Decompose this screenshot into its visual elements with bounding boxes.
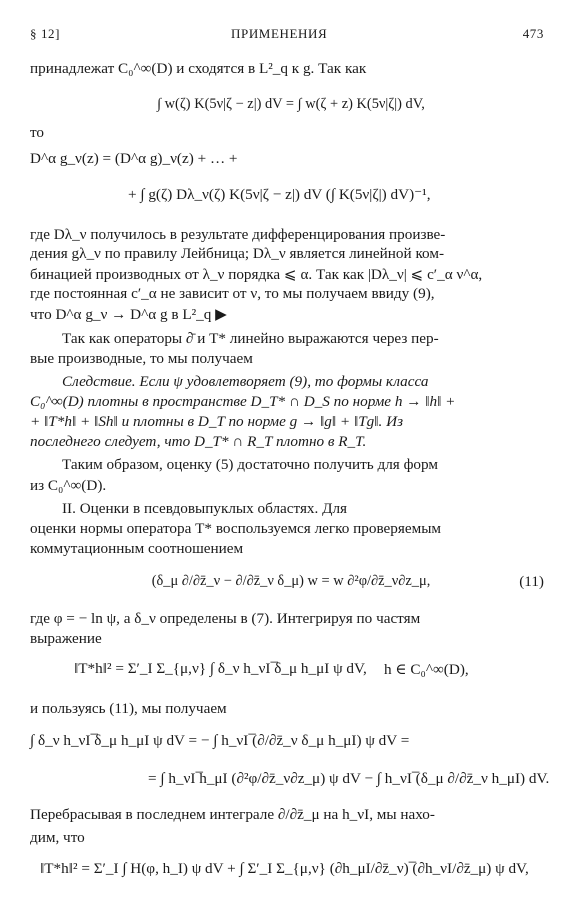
subsection-heading: II. Оценки в псевдовыпуклых областях. Для	[62, 500, 348, 517]
text-line: из C₀^∞(D).	[30, 477, 107, 494]
text-line: что D^α g_ν → D^α g в L²_q ▶	[30, 306, 227, 323]
text-line: и пользуясь (11), мы получаем	[30, 700, 227, 717]
equation-condition: h ∈ C₀^∞(D),	[384, 661, 469, 678]
text-line: Перебрасывая в последнем интеграле ∂/∂z̄_μ на h_νI, мы нахо-	[30, 806, 435, 823]
equation: ‖T*h‖² = Σ′_I ∫ H(φ, h_I) ψ dV + ∫ Σ′_I Σ_{μ,ν} (∂h_μI/∂z̄_ν) ̅(∂h_νI/∂z̄_μ) ψ dV,	[40, 860, 529, 877]
text-line: бинацией производных от λ_ν порядка ⩽ α. Так как |Dλ_ν| ⩽ c′_α ν^α,	[30, 266, 483, 283]
text-line: Так как операторы ∂̄ и T* линейно выражаются через пер-	[62, 330, 439, 347]
equation: + ∫ g(ζ) Dλ_ν(ζ) K(5ν|ζ − z|) dV (∫ K(5ν|ζ|) dV)⁻¹,	[128, 186, 431, 203]
text-line: коммутационным соотношением	[30, 540, 244, 557]
equation: D^α g_ν(z) = (D^α g)_ν(z) + … +	[30, 150, 238, 167]
equation: = ∫ h_νI ̅h_μI (∂²φ/∂z̄_ν∂z_μ) ψ dV − ∫ h_νI ̅(δ_μ ∂/∂z̄_ν h_μI) dV.	[148, 770, 550, 787]
text-line: дим, что	[30, 829, 85, 846]
equation: ∫ w(ζ) K(5ν|ζ − z|) dV = ∫ w(ζ + z) K(5ν|ζ|) dV,	[157, 96, 425, 112]
text-line: где φ = − ln ψ, а δ_ν определены в (7). Интегрируя по частям	[30, 610, 421, 627]
equation: (δ_μ ∂/∂z̄_ν − ∂/∂z̄_ν δ_μ) w = w ∂²φ/∂z̄_ν∂z_μ,	[151, 573, 431, 589]
corollary-line: последнего следует, что D_T* ∩ R_T плотно в R_T.	[30, 433, 367, 450]
text-line: дения gλ_ν по правилу Лейбница; Dλ_ν является линейной ком-	[30, 245, 445, 262]
text-line: то	[30, 124, 45, 141]
corollary-line: Следствие. Если ψ удовлетворяет (9), то формы класса	[62, 373, 429, 390]
equation: ∫ δ_ν h_νI ̅δ_μ h_μI ψ dV = − ∫ h_νI ̅(∂/∂z̄_ν δ_μ h_μI) ψ dV =	[30, 732, 410, 749]
corollary-line: + ‖T*h‖ + ‖Sh‖ и плотны в D_T по норме g → ‖g‖ + ‖Tg‖. Из	[30, 413, 404, 430]
running-title: ПРИМЕНЕНИЯ	[231, 26, 328, 41]
text-line: Таким образом, оценку (5) достаточно получить для форм	[62, 456, 439, 473]
text-line: где Dλ_ν получилось в результате дифференцирования произве-	[30, 226, 446, 243]
text-line: где постоянная c′_α не зависит от ν, то мы получаем ввиду (9),	[30, 285, 435, 302]
corollary-line: C₀^∞(D) плотны в пространстве D_T* ∩ D_S по норме h → ‖h‖ +	[30, 393, 456, 410]
text-line: выражение	[30, 630, 102, 647]
equation: ‖T*h‖² = Σ′_I Σ_{μ,ν} ∫ δ_ν h_νI ̅δ_μ h_μI ψ dV,	[74, 660, 367, 677]
text-line: оценки нормы оператора T* воспользуемся легко проверяемым	[30, 520, 442, 537]
section-number: § 12]	[30, 26, 61, 41]
page-number: 473	[522, 26, 544, 41]
equation-number: (11)	[519, 573, 544, 590]
text-line: принадлежат C₀^∞(D) и сходятся в L²_q к g. Так как	[30, 60, 367, 77]
text-line: вые производные, то мы получаем	[30, 350, 253, 367]
